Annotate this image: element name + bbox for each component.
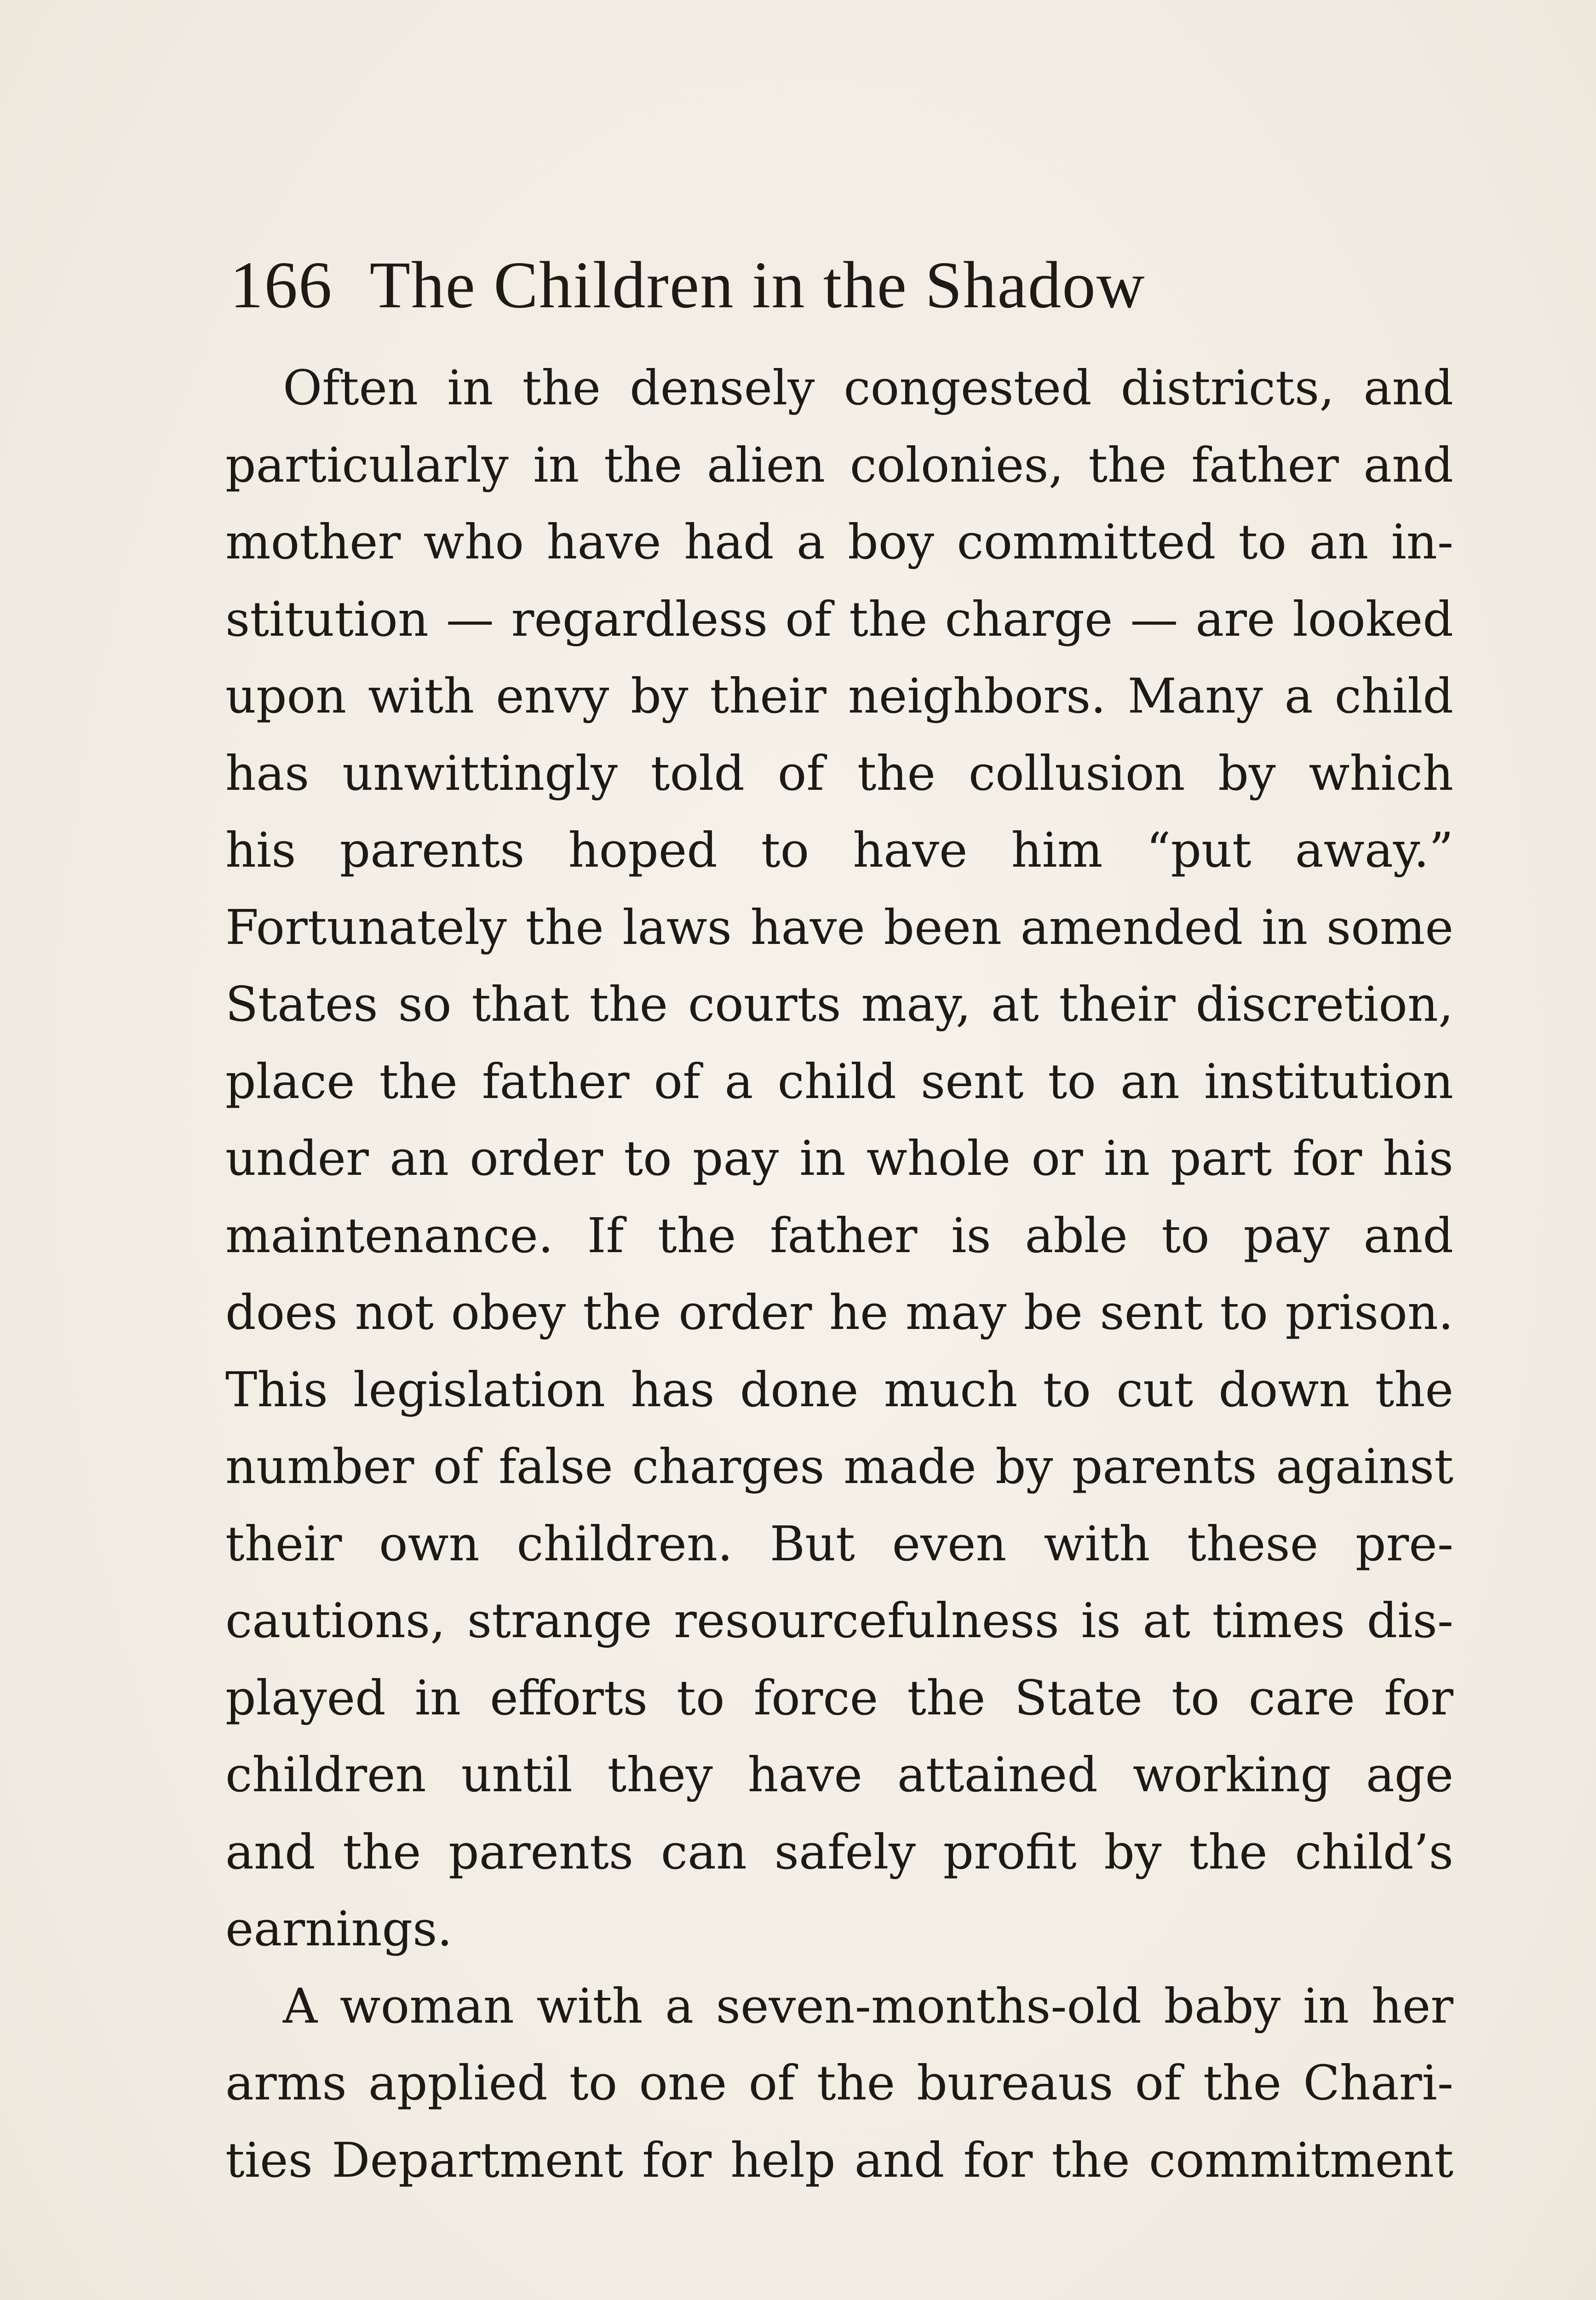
text-line: under an order to pay in whole or in part for his (225, 1130, 1453, 1186)
text-line: mother who have had a boy committed to an in- (225, 514, 1453, 570)
text-line: ties Department for help and for the commitment (225, 2132, 1453, 2188)
text-line: States so that the courts may, at their discretion, (225, 976, 1453, 1032)
body-text (225, 350, 1453, 2199)
text-line: and the parents can safely profit by the child’s (225, 1823, 1453, 1880)
text-line: his parents hoped to have him “put away.” (225, 822, 1453, 878)
text-line: upon with envy by their neighbors. Many a child (225, 668, 1453, 724)
text-line: Often in the densely congested districts, and (283, 360, 1453, 416)
text-line: This legislation has done much to cut down the (225, 1361, 1453, 1418)
text-line: their own children. But even with these pre- (225, 1515, 1453, 1572)
text-line: place the father of a child sent to an institution (225, 1053, 1453, 1110)
text-line: maintenance. If the father is able to pay and (225, 1207, 1453, 1264)
text-line: arms applied to one of the bureaus of the Chari- (225, 2055, 1453, 2111)
text-line: stitution — regardless of the charge — are looked (225, 591, 1453, 647)
text-line: children until they have attained working age (225, 1747, 1453, 1803)
text-line: cautions, strange resourcefulness is at times dis- (225, 1593, 1453, 1649)
text-line: Fortunately the laws have been amended in some (225, 899, 1453, 955)
text-line: number of false charges made by parents against (225, 1438, 1453, 1495)
text-line: earnings. (225, 1901, 453, 1957)
page-number: 166 (230, 248, 333, 322)
text-line: played in efforts to force the State to care for (225, 1669, 1453, 1726)
running-head (230, 239, 1453, 331)
text-line: A woman with a seven-months-old baby in her (283, 1978, 1453, 2034)
text-line: does not obey the order he may be sent to prison. (225, 1284, 1453, 1340)
running-title: The Children in the Shadow (369, 248, 1146, 322)
text-line: particularly in the alien colonies, the father and (225, 437, 1453, 493)
text-line: has unwittingly told of the collusion by which (225, 745, 1453, 801)
